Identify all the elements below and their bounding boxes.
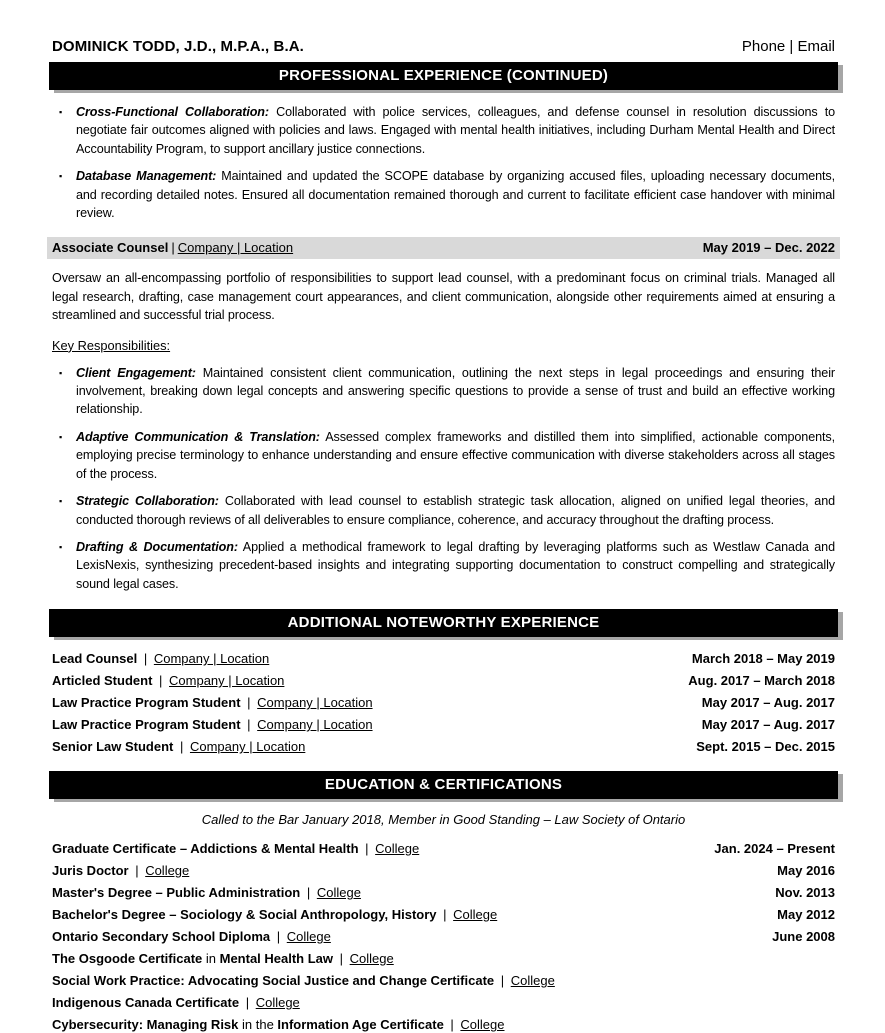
separator: | xyxy=(497,973,508,989)
education-row xyxy=(52,972,835,989)
separator: | xyxy=(243,695,255,711)
bullet-item xyxy=(52,492,835,529)
row-title-segment: Cybersecurity: Managing Risk xyxy=(52,1017,242,1033)
row-link: College xyxy=(255,995,300,1011)
row-title-segment: in the xyxy=(242,1017,274,1033)
separator: | xyxy=(273,929,284,945)
bullet-item xyxy=(52,364,835,419)
date-range: May 2016 xyxy=(777,863,835,879)
section-banner-education xyxy=(49,771,838,799)
separator: | xyxy=(439,907,451,923)
bullet-lead: Adaptive Communication & Translation: xyxy=(76,429,320,444)
row-title-segment: Social Work Practice: Advocating Social Justice and Change Certificate xyxy=(52,973,495,989)
row-link: Company | Location xyxy=(169,673,285,689)
row-title-segment: Information Age Certificate xyxy=(273,1017,444,1033)
education-row xyxy=(52,840,835,857)
separator: | xyxy=(131,863,143,879)
bullet-square-icon: ▪ xyxy=(59,431,63,442)
bullet-text: Strategic Collaboration: Collaborated with lead counsel to establish strategic task allocation, aligned on unified legal theories, and conducted thorough reviews of all deliverables to ensure compliance, coherence, and accuracy throughout the drafting process. xyxy=(76,494,836,527)
bullet-square-icon: ▪ xyxy=(59,367,63,378)
separator: | xyxy=(140,651,151,667)
row-link: Company | Location xyxy=(189,739,306,755)
section-banner-additional-experience xyxy=(49,609,838,637)
date-range: May 2019 – Dec. 2022 xyxy=(702,240,835,256)
row-title-group xyxy=(52,928,772,945)
row-title-segment: Articled Student xyxy=(52,673,153,689)
bullet-item xyxy=(52,103,835,158)
contact-info: Phone | Email xyxy=(741,38,835,55)
bullet-text: Drafting & Documentation: Applied a methodical framework to legal drafting by leveraging platforms such as Westlaw Canada and LexisNexis, synthesizing precedent-based insights and integrating supporting documentation to construct compelling and strategically sound legal cases. xyxy=(76,539,835,591)
education-row xyxy=(52,950,835,967)
bullet-square-icon: ▪ xyxy=(59,541,63,552)
row-title-group xyxy=(52,738,696,755)
separator: | xyxy=(336,951,347,967)
bullet-text: Database Management: Maintained and updated the SCOPE database by organizing accused files, uploading necessary documents, and recording detailed notes. Ensured all documentation remained thorough and current to facilitate efficient case handover with minimal review. xyxy=(76,169,836,221)
date-range: May 2012 xyxy=(777,907,835,923)
date-range: Sept. 2015 – Dec. 2015 xyxy=(696,739,835,755)
additional-experience-list xyxy=(52,650,835,755)
row-title-segment: Graduate Certificate – Addictions & Mental Health xyxy=(52,841,359,857)
responsibilities-bullet-list xyxy=(52,364,835,593)
experience-row xyxy=(52,650,835,667)
date-range: June 2008 xyxy=(772,929,835,945)
bullet-lead: Client Engagement: xyxy=(76,365,196,380)
education-row xyxy=(52,906,835,923)
row-title-group xyxy=(52,716,702,733)
bullet-square-icon: ▪ xyxy=(59,171,63,182)
separator: | xyxy=(303,885,314,901)
row-title-group xyxy=(52,672,688,689)
bullet-square-icon: ▪ xyxy=(59,107,63,117)
row-link: College xyxy=(316,885,361,901)
bullet-lead: Cross-Functional Collaboration: xyxy=(76,105,269,119)
separator: | xyxy=(171,240,175,256)
job-title: Associate Counsel xyxy=(52,240,169,256)
bullet-lead: Database Management: xyxy=(76,169,217,184)
row-title-segment: Ontario Secondary School Diploma xyxy=(52,929,271,945)
job-title-group xyxy=(52,240,293,256)
education-list xyxy=(52,840,835,1033)
row-title-group xyxy=(52,906,777,923)
company-location-link: Company | Location xyxy=(177,240,294,256)
section-title: EDUCATION & CERTIFICATIONS xyxy=(324,776,563,794)
job-summary-paragraph: Oversaw an all-encompassing portfolio of responsibilities to support lead counsel, with a predominant focus on criminal trials. Managed all legal research, drafting, case management court appearances, and client communication, alongside other requirements aimed at ensuring a streamlined and successful trial process. xyxy=(52,271,835,323)
section-banner-professional-experience xyxy=(49,62,838,90)
row-link: Company | Location xyxy=(257,717,373,733)
row-title-segment: Senior Law Student xyxy=(52,739,174,755)
bullet-text: Cross-Functional Collaboration: Collaborated with police services, colleagues, and defense counsel in resolution discussions to negotiate fair outcomes aligned with policies and laws. Engaged with mental health initiatives, including Durham Mental Health and Direct Accountability Program, to support ancillary justice connections. xyxy=(76,105,835,156)
experience-row xyxy=(52,738,835,755)
row-link: College xyxy=(453,907,498,923)
section-title: PROFESSIONAL EXPERIENCE (CONTINUED) xyxy=(278,67,609,84)
row-title-segment: The Osgoode Certificate xyxy=(52,951,206,967)
date-range: May 2017 – Aug. 2017 xyxy=(701,695,835,711)
row-title-segment: Mental Health Law xyxy=(216,951,334,967)
candidate-name: DOMINICK TODD, J.D., M.P.A., B.A. xyxy=(52,38,304,55)
row-title-segment: Indigenous Canada Certificate xyxy=(52,995,240,1011)
experience-row xyxy=(52,694,835,711)
row-title-segment: Master's Degree – Public Administration xyxy=(52,885,301,901)
date-range: Jan. 2024 – Present xyxy=(714,841,835,857)
row-link: College xyxy=(460,1017,505,1033)
separator: | xyxy=(243,717,255,733)
education-row xyxy=(52,1016,835,1033)
experience-row xyxy=(52,716,835,733)
row-title-group xyxy=(52,972,835,989)
separator: | xyxy=(176,739,187,755)
row-link: Company | Location xyxy=(257,695,373,711)
row-link: College xyxy=(510,973,555,989)
bullet-lead: Strategic Collaboration: xyxy=(76,494,219,509)
row-link: College xyxy=(286,929,331,945)
section-title: ADDITIONAL NOTEWORTHY EXPERIENCE xyxy=(287,614,600,632)
bullet-item xyxy=(52,538,835,593)
row-link: College xyxy=(145,863,190,879)
row-title-group xyxy=(52,994,835,1011)
separator: | xyxy=(446,1017,458,1033)
row-title-segment: Lead Counsel xyxy=(52,651,138,667)
row-title-segment: Bachelor's Degree – Sociology & Social Anthropology, History xyxy=(52,907,437,923)
row-title-segment: in xyxy=(205,951,216,967)
row-title-group xyxy=(52,884,775,901)
row-title-group xyxy=(52,650,692,667)
row-title-group xyxy=(52,1016,835,1033)
bullet-lead: Drafting & Documentation: xyxy=(76,539,238,554)
date-range: Nov. 2013 xyxy=(775,885,835,901)
row-link: College xyxy=(349,951,394,967)
date-range: May 2017 – Aug. 2017 xyxy=(701,717,835,733)
key-responsibilities-heading: Key Responsibilities: xyxy=(52,337,171,353)
bullet-text: Adaptive Communication & Translation: Assessed complex frameworks and distilled them into simplified, actionable components, employing precise terminology to enhance understanding and ensure effective communication with diverse stakeholders across all stages of the process. xyxy=(76,429,835,481)
row-title-segment: Juris Doctor xyxy=(52,863,129,879)
row-title-group xyxy=(52,694,702,711)
date-range: March 2018 – May 2019 xyxy=(691,651,835,667)
bullet-square-icon: ▪ xyxy=(59,496,63,507)
bullet-item xyxy=(52,428,835,483)
bullet-item xyxy=(52,167,835,222)
row-title-group xyxy=(52,862,777,879)
date-range: Aug. 2017 – March 2018 xyxy=(688,673,835,689)
row-title-group xyxy=(52,840,714,857)
education-row xyxy=(52,862,835,879)
separator: | xyxy=(361,841,373,857)
education-row xyxy=(52,994,835,1011)
education-row xyxy=(52,928,835,945)
experience-row xyxy=(52,672,835,689)
separator: | xyxy=(155,673,167,689)
bar-admission-note: Called to the Bar January 2018, Member in Good Standing – Law Society of Ontario xyxy=(201,812,686,828)
job-header-bar xyxy=(47,237,840,259)
row-title-group xyxy=(52,950,835,967)
bullet-text: Client Engagement: Maintained consistent client communication, outlining the next steps in legal proceedings and ensuring their involvement, breaking down legal concepts and answering specific questions to provide a sense of trust and build an effective working relationship. xyxy=(76,365,836,417)
row-title-segment: Law Practice Program Student xyxy=(52,717,241,733)
education-row xyxy=(52,884,835,901)
document-header xyxy=(52,38,835,55)
row-link: Company | Location xyxy=(153,651,270,667)
row-link: College xyxy=(375,841,420,857)
separator: | xyxy=(242,995,253,1011)
experience-bullet-list xyxy=(52,103,835,222)
row-title-segment: Law Practice Program Student xyxy=(52,695,241,711)
